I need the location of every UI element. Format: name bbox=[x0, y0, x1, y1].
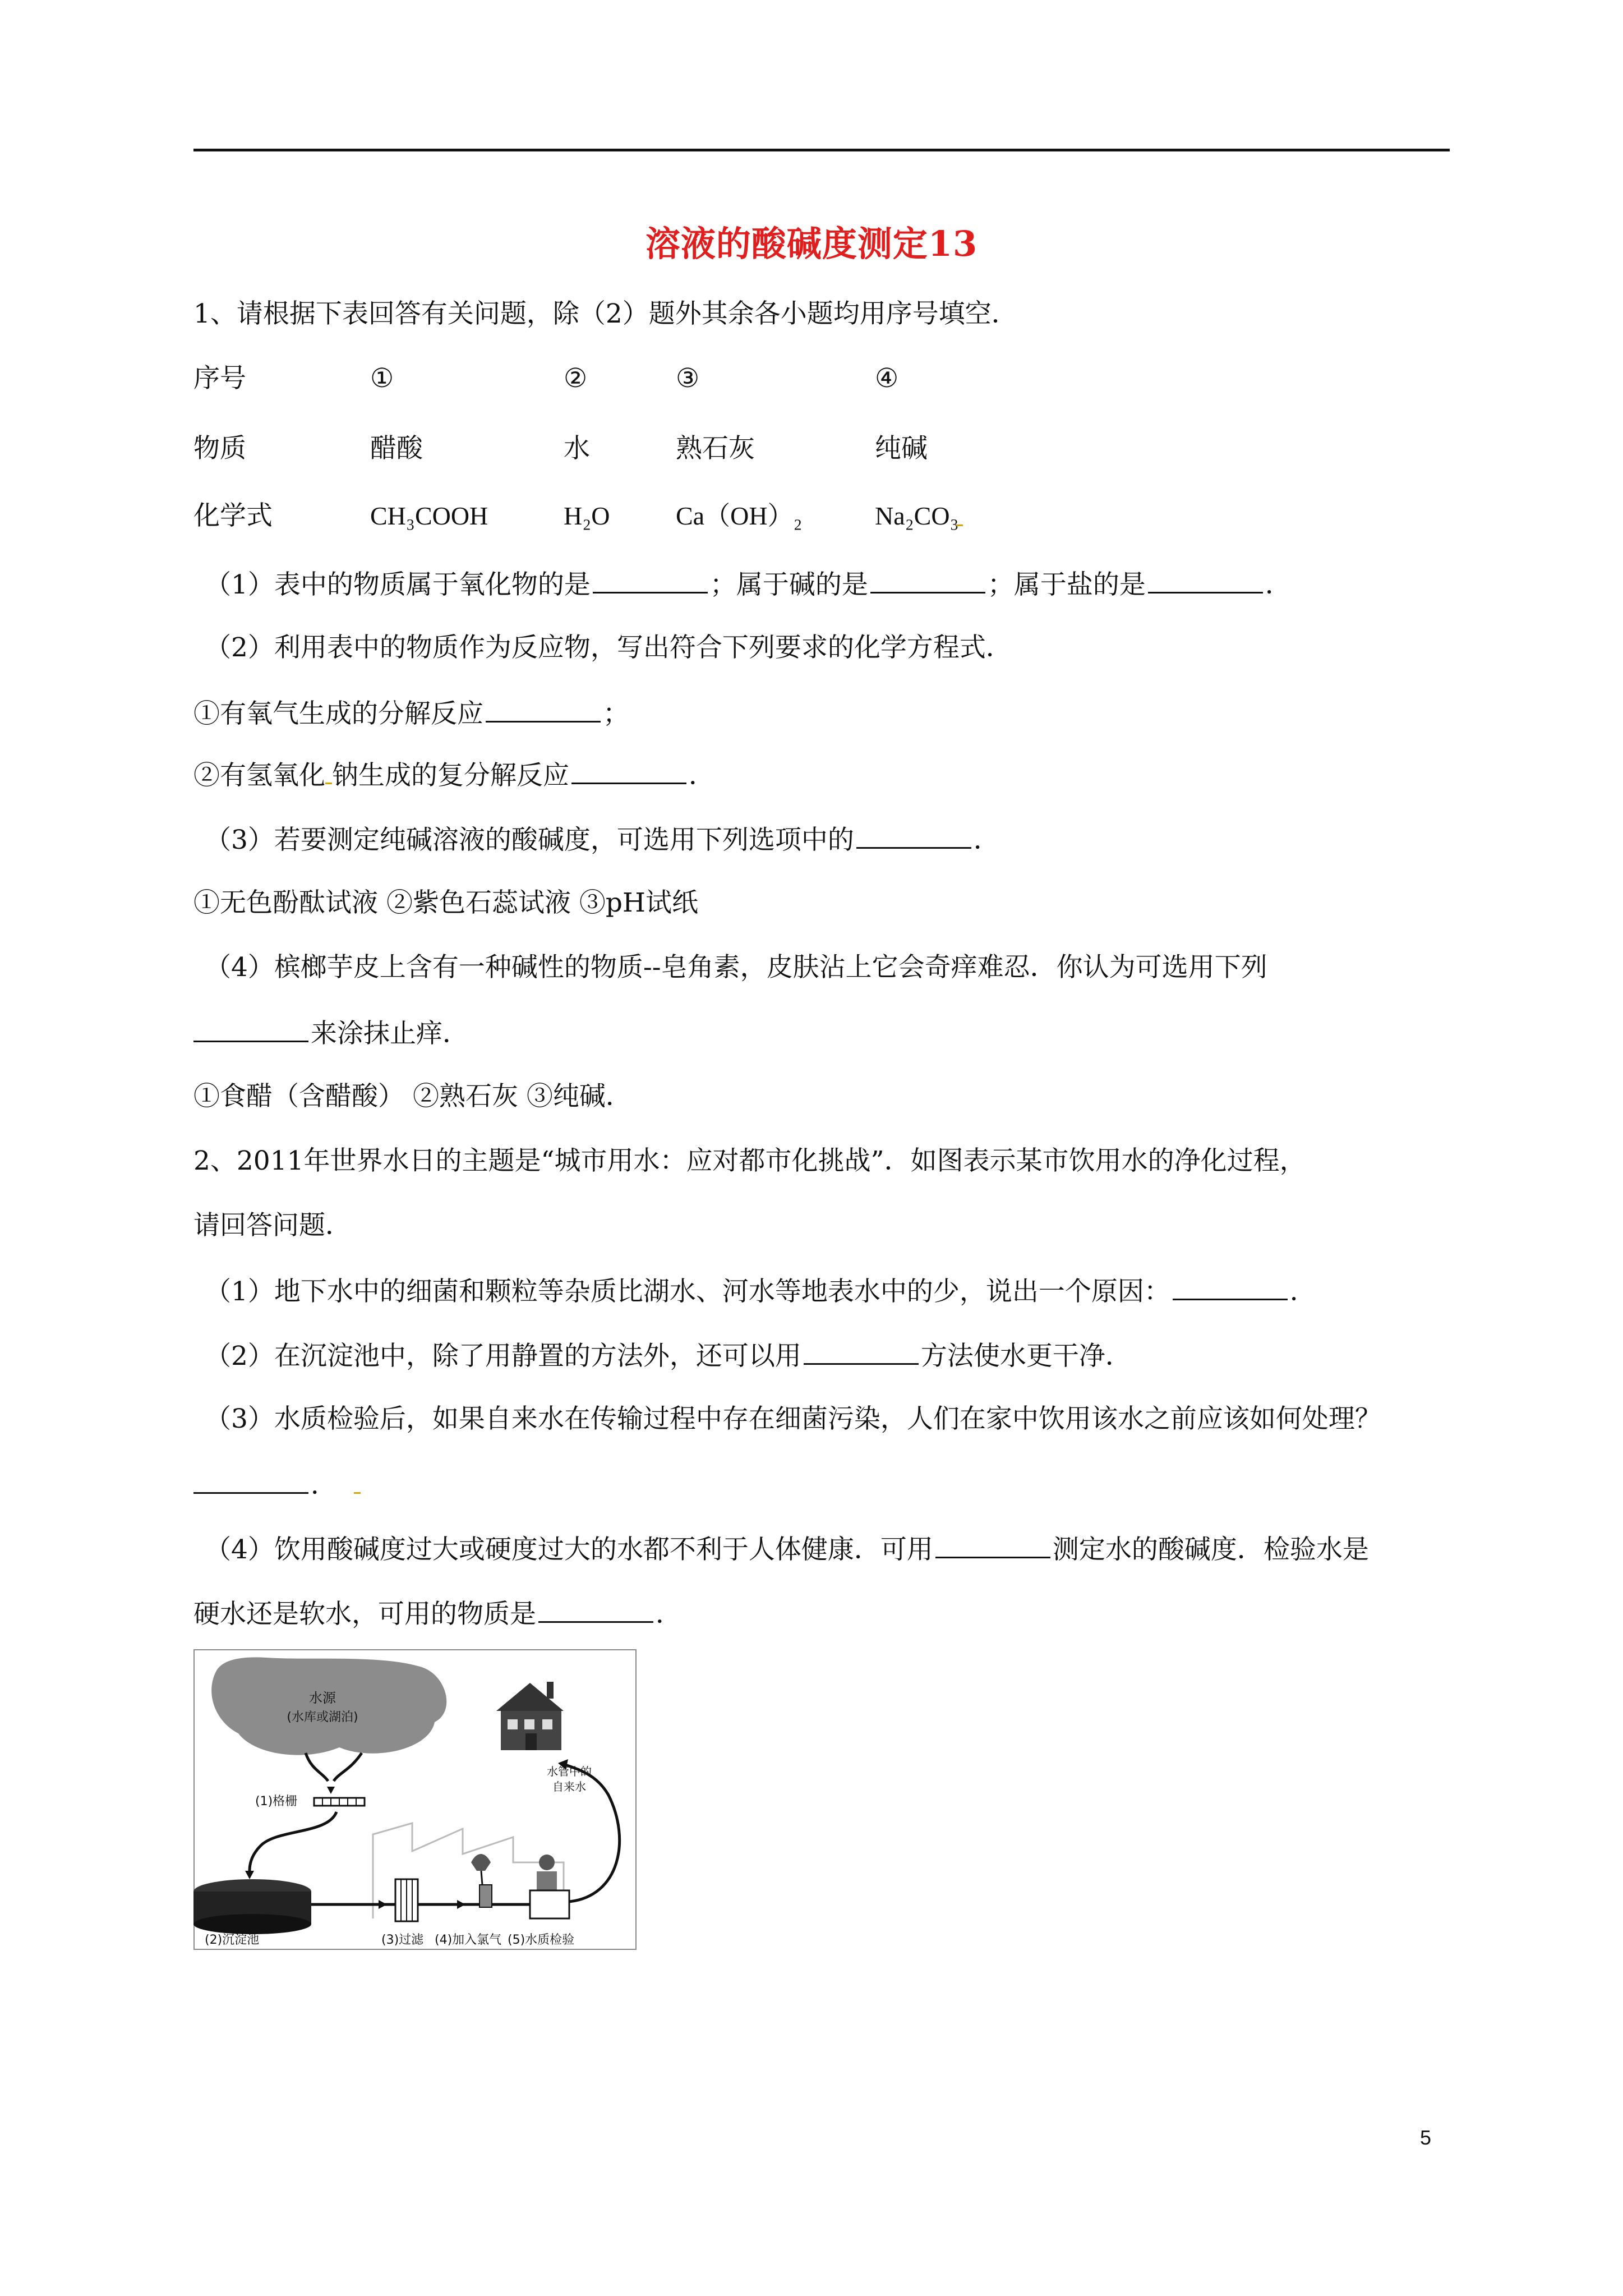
answer-blank[interactable] bbox=[935, 1531, 1050, 1558]
q2-part4-text-a: （4）饮用酸碱度过大或硬度过大的水都不利于人体健康．可用 bbox=[205, 1534, 933, 1565]
q2-part1-text: （1）地下水中的细菌和颗粒等杂质比湖水、河水等地表水中的少，说出一个原因： bbox=[205, 1276, 1170, 1307]
answer-blank[interactable] bbox=[486, 696, 601, 723]
q2-part2 bbox=[205, 1338, 1132, 1373]
step5-label: (5)水质检验 bbox=[508, 1933, 575, 1947]
cell-formula-2: H₂O bbox=[564, 501, 610, 530]
answer-blank[interactable] bbox=[571, 757, 686, 784]
q2-part4 bbox=[205, 1531, 1369, 1567]
cell-formula-3: Ca（OH）₂ bbox=[676, 501, 803, 530]
q1-part2a bbox=[193, 696, 629, 731]
water-source-cloud bbox=[211, 1657, 446, 1755]
row-label-substance: 物质 bbox=[193, 433, 246, 464]
q2-part3b bbox=[193, 1467, 361, 1502]
q1-part3-text: （3）若要测定纯碱溶液的酸碱度，可选用下列选项中的 bbox=[205, 825, 854, 855]
header-rule bbox=[193, 149, 1450, 151]
cell-formula-4: Na₂CO₃ bbox=[875, 501, 959, 530]
cell-substance-3: 熟石灰 bbox=[676, 433, 755, 464]
cell-substance-4: 纯碱 bbox=[875, 433, 928, 464]
q2-part3: （3）水质检验后，如果自来水在传输过程中存在细菌污染，人们在家中饮用该水之前应该如何处理？ bbox=[205, 1404, 1381, 1434]
q1-part1-text-c: ；属于盐的是 bbox=[987, 569, 1146, 600]
answer-blank[interactable] bbox=[1148, 567, 1263, 593]
cell-substance-2: 水 bbox=[564, 433, 590, 464]
q2-part2-text-a: （2）在沉淀池中，除了用静置的方法外，还可以用 bbox=[205, 1341, 801, 1372]
q1-part3-end: ． bbox=[973, 825, 1000, 855]
q2-intro-2: 请回答问题． bbox=[193, 1210, 352, 1241]
q1-part1-text-d: ． bbox=[1265, 569, 1292, 600]
q1-part2: （2）利用表中的物质作为反应物，写出符合下列要求的化学方程式． bbox=[205, 632, 1012, 663]
answer-blank[interactable] bbox=[870, 567, 985, 593]
q1-part2a-end: ； bbox=[603, 698, 629, 729]
pipe-label-1: 水管中的 bbox=[547, 1765, 592, 1778]
q2-part3b-end: ． bbox=[311, 1470, 337, 1501]
q1-part1-text-b: ；属于碱的是 bbox=[709, 569, 868, 600]
answer-blank[interactable] bbox=[593, 567, 708, 593]
q1-part1-text-a: （1）表中的物质属于氧化物的是 bbox=[205, 569, 591, 600]
chlorine-tank-icon bbox=[479, 1885, 492, 1907]
q2-part1 bbox=[205, 1273, 1316, 1309]
page-title: 溶液的酸碱度测定13 bbox=[645, 223, 978, 264]
answer-blank[interactable] bbox=[856, 822, 971, 849]
q1-part3-options: ①无色酚酞试液 ②紫色石蕊试液 ③pH试纸 bbox=[193, 887, 698, 918]
q2-part4b-end: ． bbox=[656, 1599, 682, 1630]
row-label-number: 序号 bbox=[193, 363, 246, 394]
q1-part4: （4）槟榔芋皮上含有一种碱性的物质--皂角素，皮肤沾上它会奇痒难忍．你认为可选用下列 bbox=[205, 952, 1267, 983]
q1-part2a-text: ①有氧气生成的分解反应 bbox=[193, 698, 483, 729]
q1-intro: 1、请根据下表回答有关问题，除（2）题外其余各小题均用序号填空． bbox=[193, 298, 1018, 329]
q2-part4b-text: 硬水还是软水，可用的物质是 bbox=[193, 1599, 536, 1630]
q1-part4b-text: 来涂抹止痒． bbox=[311, 1018, 469, 1049]
q1-part4-options: ①食醋（含醋酸） ②熟石灰 ③纯碱． bbox=[193, 1081, 632, 1112]
answer-blank[interactable] bbox=[193, 1467, 308, 1494]
step3-label: (3)过滤 bbox=[381, 1933, 424, 1947]
q1-part2b-end: ． bbox=[689, 760, 715, 791]
step4-label: (4)加入氯气 bbox=[435, 1933, 502, 1947]
q2-part4-text-b: 测定水的酸碱度．检验水是 bbox=[1052, 1534, 1369, 1565]
q1-part2b-text-a: ②有氢氧化 bbox=[193, 760, 325, 791]
cell-number-2: ② bbox=[564, 363, 588, 394]
cell-number-1: ① bbox=[370, 363, 394, 394]
q1-part2b bbox=[193, 757, 715, 793]
page-number: 5 bbox=[1420, 2126, 1432, 2149]
q1-part3 bbox=[205, 822, 1000, 857]
q2-part4b bbox=[193, 1596, 682, 1631]
yellow-mark bbox=[956, 502, 963, 526]
q2-part2-text-b: 方法使水更干净． bbox=[920, 1341, 1132, 1372]
q2-intro-1: 2、2011年世界水日的主题是“城市用水：应对都市化挑战”．如图表示某市饮用水的净化过程， bbox=[193, 1145, 1306, 1176]
q1-part2b-text-b: 钠生成的复分解反应 bbox=[332, 760, 569, 791]
step1-label: (1)格栅 bbox=[255, 1795, 298, 1809]
inspector-icon bbox=[539, 1855, 555, 1870]
answer-blank[interactable] bbox=[193, 1015, 308, 1042]
answer-blank[interactable] bbox=[1173, 1273, 1288, 1300]
yellow-mark bbox=[325, 760, 332, 784]
step2-label: (2)沉淀池 bbox=[205, 1933, 260, 1947]
source-sub-label: (水库或湖泊) bbox=[287, 1710, 358, 1724]
q1-part4b bbox=[193, 1015, 469, 1051]
answer-blank[interactable] bbox=[538, 1596, 653, 1623]
answer-blank[interactable] bbox=[804, 1338, 919, 1365]
yellow-mark bbox=[354, 1470, 361, 1494]
row-label-formula: 化学式 bbox=[193, 500, 273, 531]
source-label: 水源 bbox=[309, 1690, 336, 1706]
cell-formula-1: CH₃COOH bbox=[370, 501, 488, 530]
pipe-label-2: 自来水 bbox=[552, 1780, 586, 1793]
q1-part1 bbox=[205, 567, 1292, 602]
water-purification-diagram bbox=[193, 1649, 637, 1950]
cell-substance-1: 醋酸 bbox=[370, 433, 423, 464]
cell-number-3: ③ bbox=[676, 363, 700, 394]
cell-number-4: ④ bbox=[875, 363, 899, 394]
q2-part1-end: ． bbox=[1289, 1276, 1316, 1307]
